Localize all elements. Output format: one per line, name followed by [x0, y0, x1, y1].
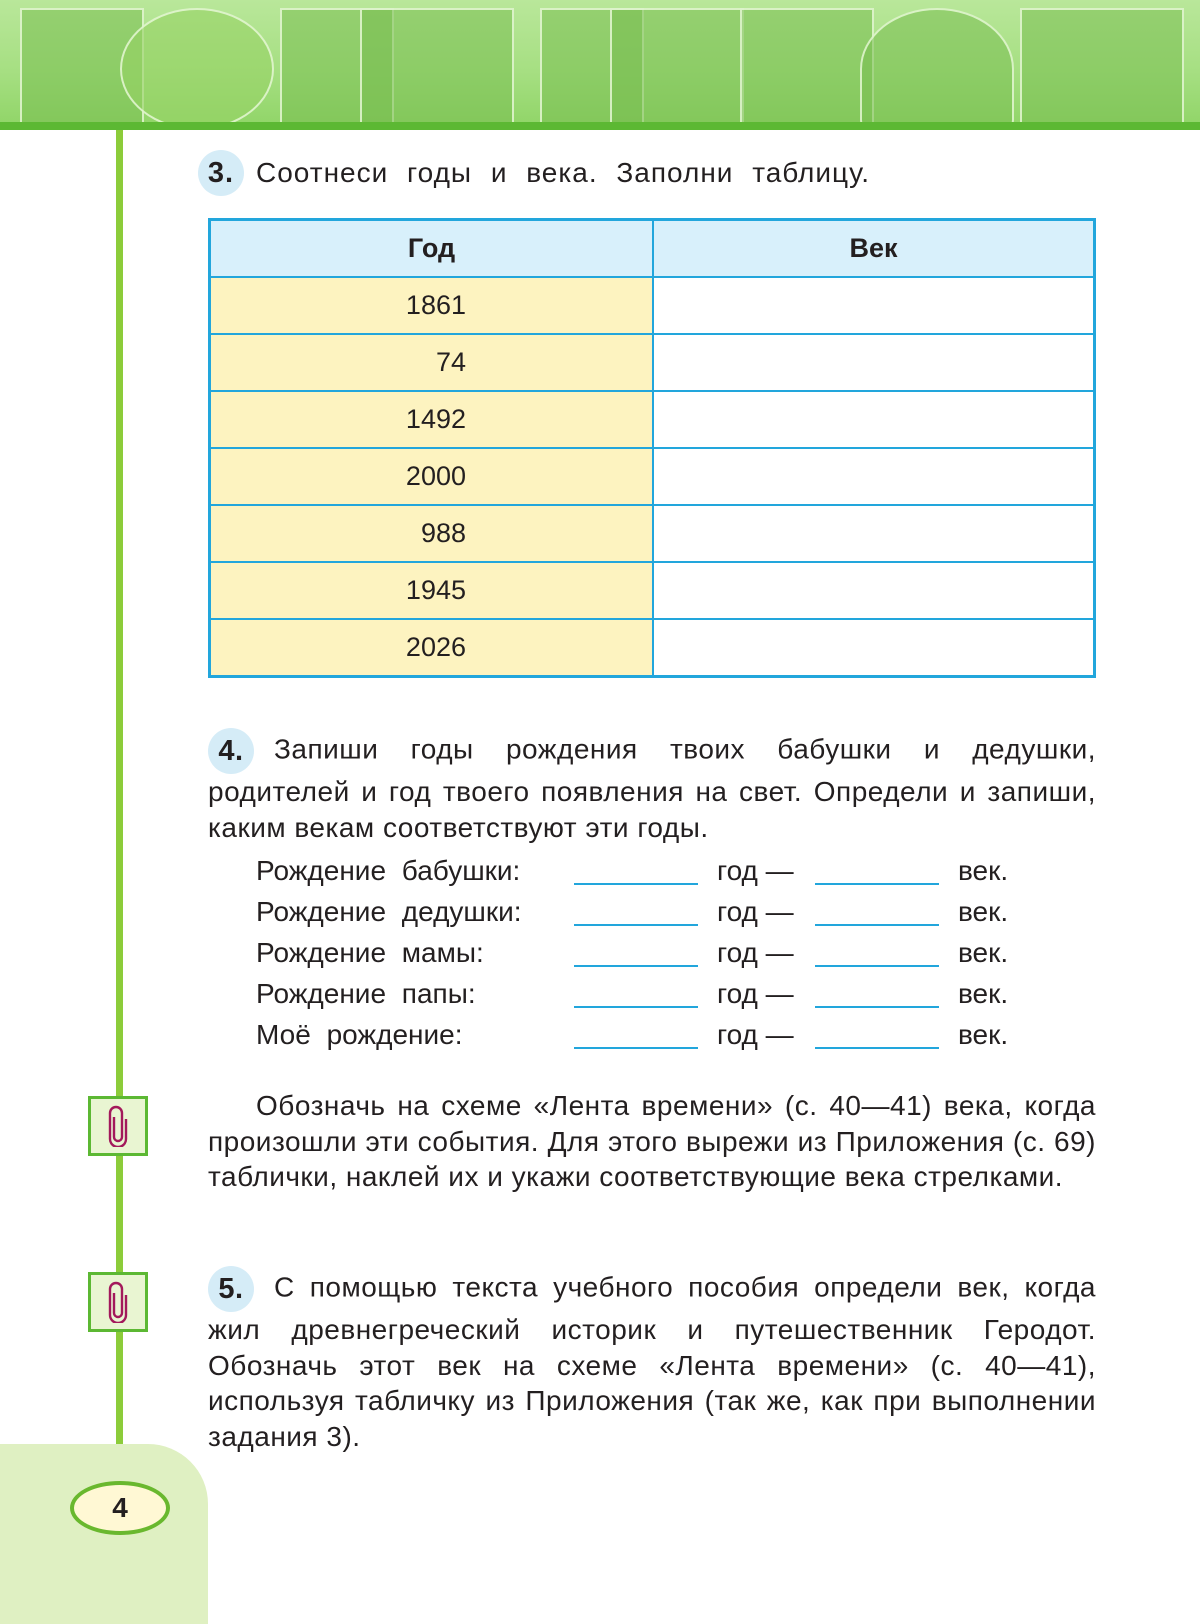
task-4-text: Запиши годы рождения твоих бабушки и дедушки, родителей и год твоего появления на свет. Определи и запиши, каким векам соответствуют эти годы. — [208, 733, 1096, 843]
task-number-badge: 3. — [198, 150, 244, 196]
table-header-row — [210, 220, 1095, 278]
vek-label: век. — [958, 896, 1009, 927]
cosmonaut-portrait — [860, 8, 1014, 130]
year-cell: 74 — [210, 334, 654, 391]
portrait-photo — [610, 8, 744, 130]
vek-label: век. — [958, 1019, 1009, 1050]
header-rule — [0, 122, 1200, 130]
year-cell: 988 — [210, 505, 654, 562]
century-answer-cell[interactable] — [653, 334, 1095, 391]
portrait-photo — [360, 8, 514, 130]
god-label: год — — [717, 896, 794, 927]
century-blank-field[interactable] — [815, 1006, 939, 1008]
task-5-paragraph — [208, 1266, 1096, 1454]
task-4-note: Обозначь на схеме «Лента времени» (с. 40—41) века, когда произошли эти события. Для этого вырежи из Приложения (с. 69) таблички, наклей их и укажи соответствующие века стрелками. — [208, 1090, 1096, 1192]
century-blank-field[interactable] — [815, 1047, 939, 1049]
god-label: год — — [717, 1019, 794, 1050]
paperclip-icon — [88, 1272, 148, 1332]
list-item — [256, 978, 1016, 1019]
portrait-photo — [1020, 8, 1184, 130]
task-5-text: С помощью текста учебного пособия определи век, когда жил древнегреческий историк и путешественник Геродот. Обозначь этот век на схеме «Лента времени» (с. 40—41), используя табличку из Приложения (так же, как при выполнении задания 3). — [208, 1271, 1096, 1452]
page-number: 4 — [70, 1481, 170, 1535]
year-blank-field[interactable] — [574, 1006, 698, 1008]
row-label: Рождение дедушки: — [256, 896, 522, 927]
century-answer-cell[interactable] — [653, 277, 1095, 334]
list-item — [256, 1019, 1016, 1060]
paperclip-icon — [88, 1096, 148, 1156]
task-number-badge: 5. — [208, 1266, 254, 1312]
task-4-paragraph — [208, 728, 1096, 845]
years-centuries-table — [208, 218, 1096, 678]
row-label: Рождение бабушки: — [256, 855, 521, 886]
table-row — [210, 391, 1095, 448]
year-cell: 1945 — [210, 562, 654, 619]
corner-decoration — [0, 1444, 208, 1624]
vek-label: век. — [958, 855, 1009, 886]
century-blank-field[interactable] — [815, 883, 939, 885]
list-item — [256, 937, 1016, 978]
year-blank-field[interactable] — [574, 883, 698, 885]
row-label: Моё рождение: — [256, 1019, 463, 1050]
year-cell: 1861 — [210, 277, 654, 334]
row-label: Рождение мамы: — [256, 937, 484, 968]
god-label: год — — [717, 855, 794, 886]
column-header-century: Век — [653, 220, 1095, 278]
list-item — [256, 896, 1016, 937]
column-header-year: Год — [210, 220, 654, 278]
century-blank-field[interactable] — [815, 924, 939, 926]
portrait-photo — [740, 8, 874, 130]
order-medal-image — [120, 8, 274, 130]
century-blank-field[interactable] — [815, 965, 939, 967]
century-answer-cell[interactable] — [653, 505, 1095, 562]
century-answer-cell[interactable] — [653, 562, 1095, 619]
god-label: год — — [717, 978, 794, 1009]
table-row — [210, 505, 1095, 562]
table-row — [210, 448, 1095, 505]
birth-years-list — [256, 855, 1016, 1060]
table-row — [210, 562, 1095, 619]
list-item — [256, 855, 1016, 896]
row-label: Рождение папы: — [256, 978, 476, 1009]
task-3-text: Соотнеси годы и века. Заполни таблицу. — [256, 157, 871, 188]
god-label: год — — [717, 937, 794, 968]
header-banner — [0, 0, 1200, 130]
year-cell: 2026 — [210, 619, 654, 677]
table-row — [210, 619, 1095, 677]
task-number-badge: 4. — [208, 728, 254, 774]
table-row — [210, 277, 1095, 334]
table-row — [210, 334, 1095, 391]
year-blank-field[interactable] — [574, 965, 698, 967]
year-cell: 1492 — [210, 391, 654, 448]
vek-label: век. — [958, 978, 1009, 1009]
century-answer-cell[interactable] — [653, 619, 1095, 677]
year-cell: 2000 — [210, 448, 654, 505]
year-blank-field[interactable] — [574, 924, 698, 926]
century-answer-cell[interactable] — [653, 448, 1095, 505]
century-answer-cell[interactable] — [653, 391, 1095, 448]
task-3-heading — [198, 150, 870, 196]
year-blank-field[interactable] — [574, 1047, 698, 1049]
vek-label: век. — [958, 937, 1009, 968]
